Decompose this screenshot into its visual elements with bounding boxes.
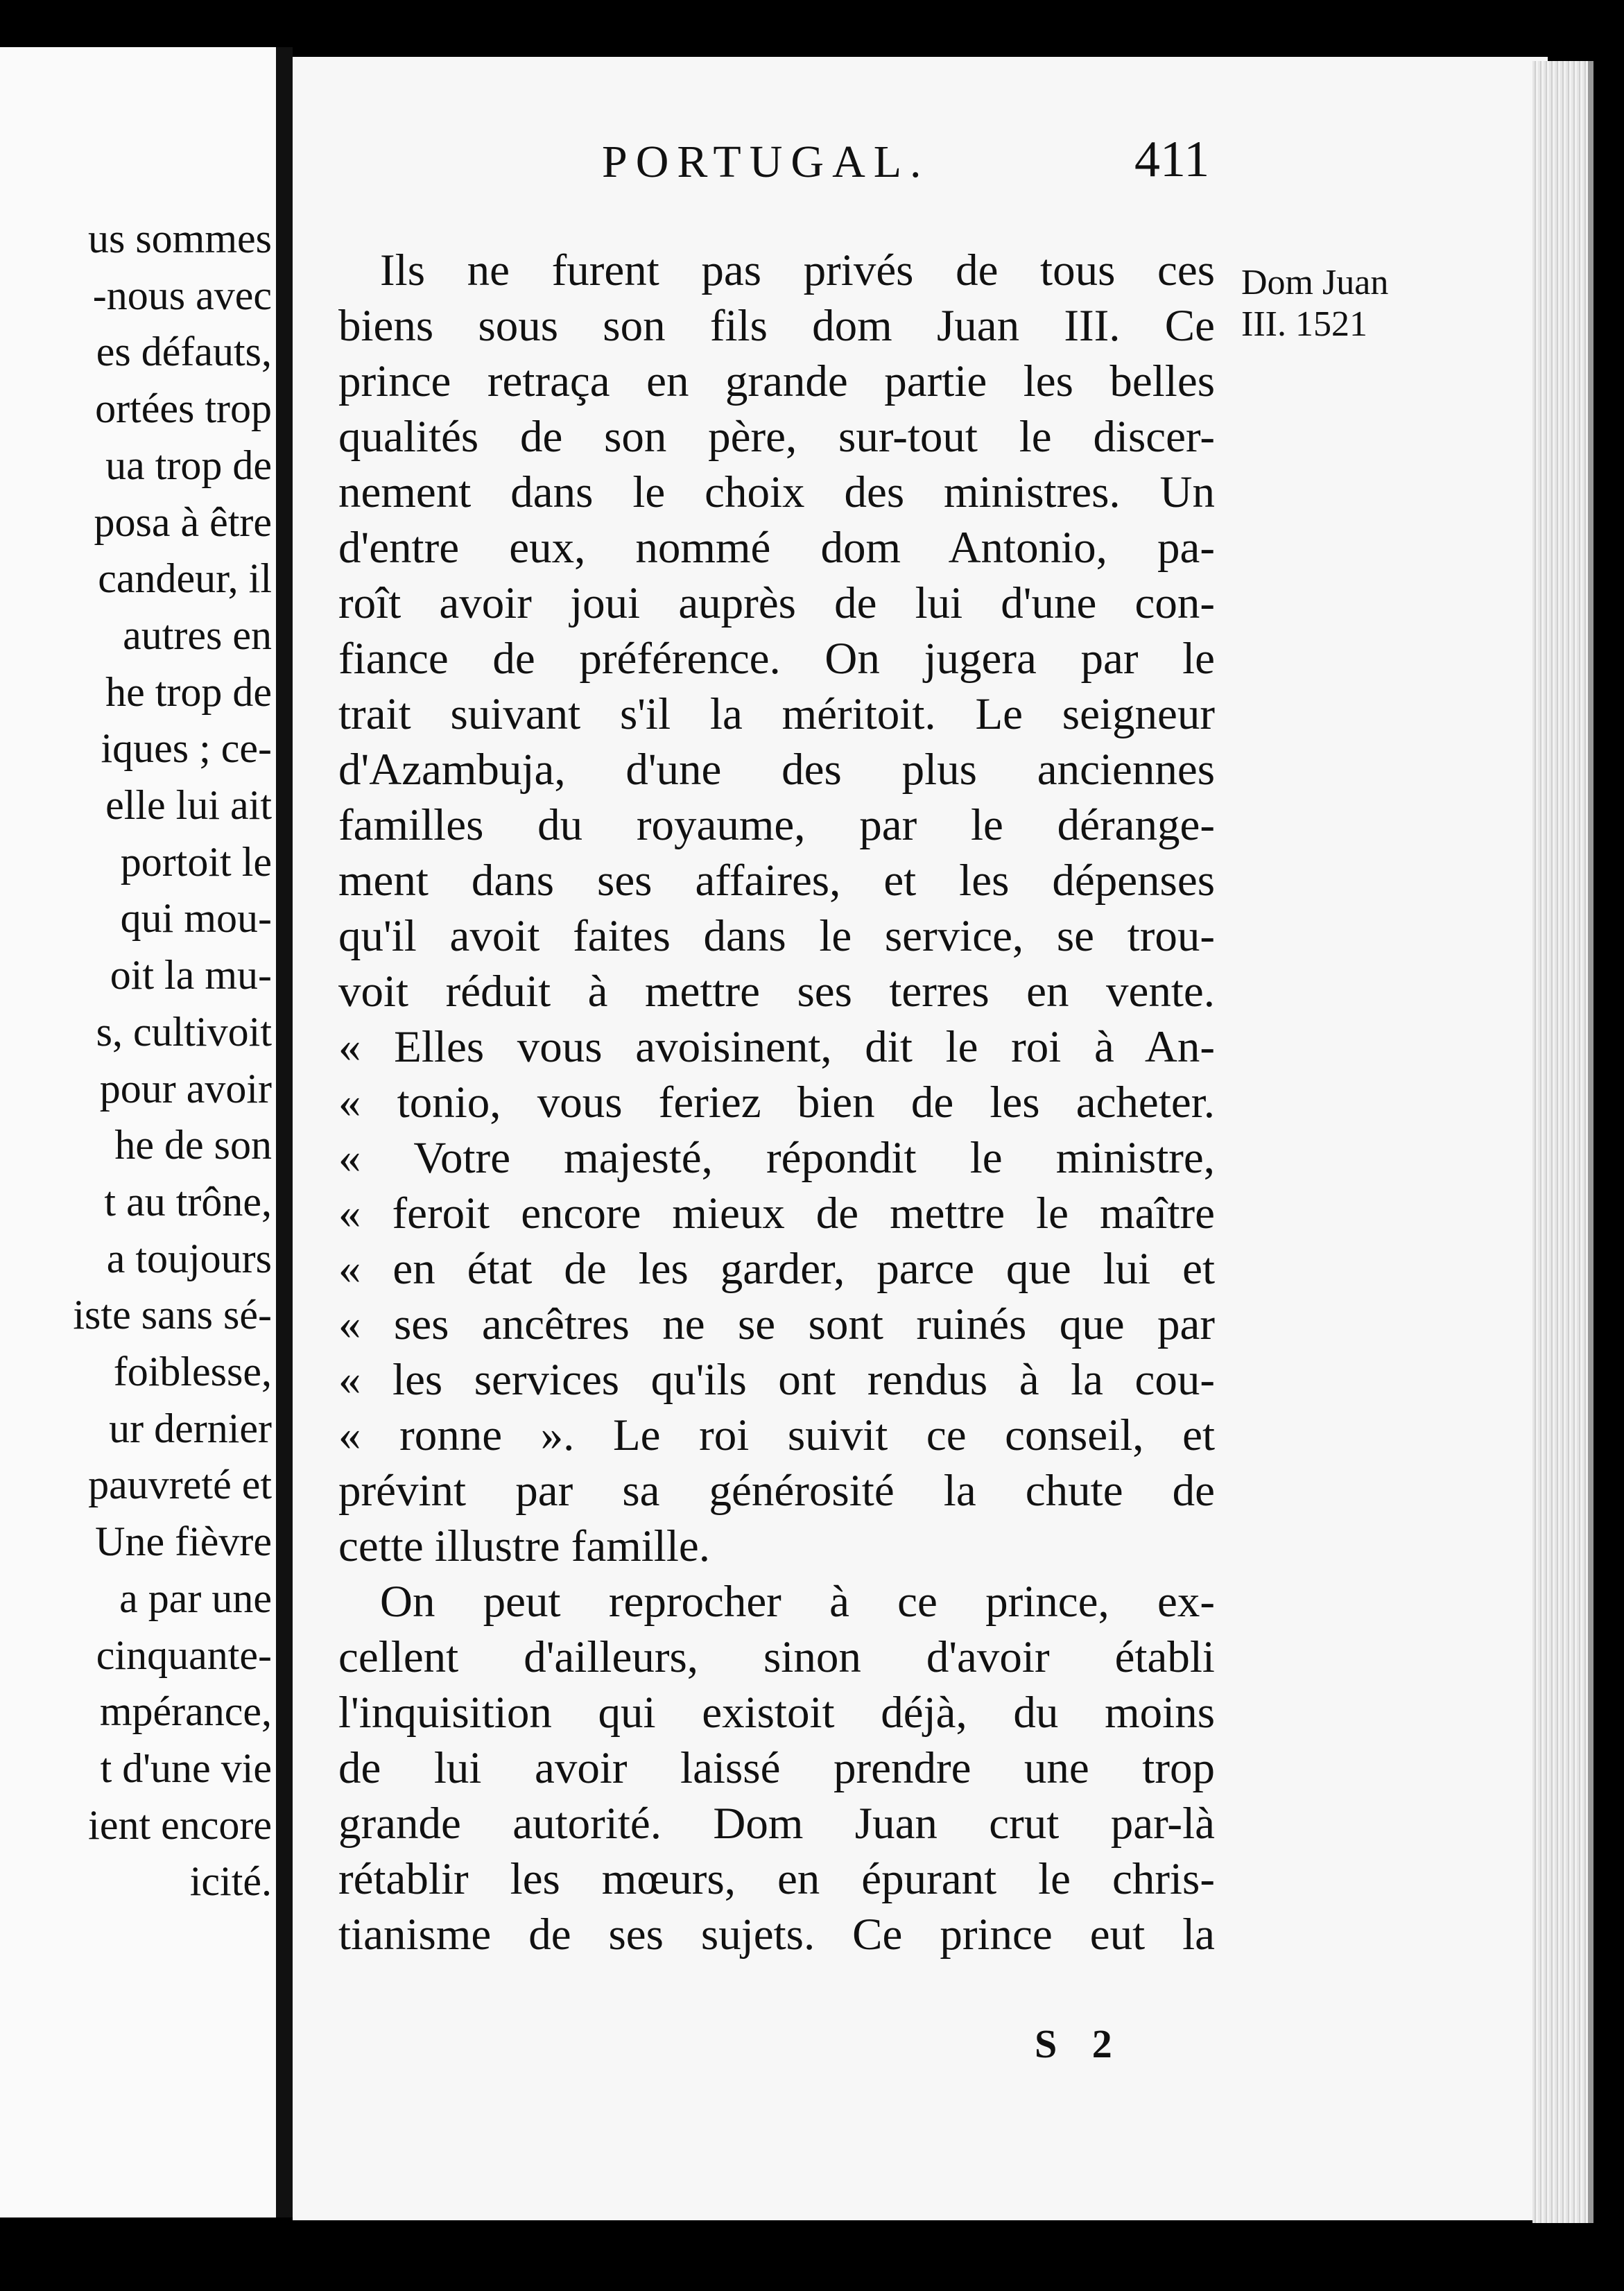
signature-mark: S 2 <box>1035 2021 1125 2066</box>
facing-line: es défauts, <box>96 329 272 375</box>
text-line: « feroit encore mieux de mettre le maître <box>338 1188 1215 1238</box>
facing-line: cinquante- <box>96 1632 272 1678</box>
facing-line: posa à être <box>94 499 272 545</box>
text-line: de lui avoir laissé prendre une trop <box>338 1743 1215 1793</box>
facing-line: pauvreté et <box>88 1462 272 1508</box>
margin-note-line: Dom Juan <box>1241 263 1389 302</box>
facing-line: mpérance, <box>99 1688 272 1735</box>
facing-line: candeur, il <box>98 555 272 602</box>
text-line: l'inquisition qui existoit déjà, du moins <box>338 1688 1215 1738</box>
facing-line: t d'une vie <box>100 1745 272 1791</box>
facing-line: us sommes <box>87 216 272 261</box>
facing-line: ortées trop <box>95 386 272 432</box>
facing-line: he de son <box>114 1122 272 1168</box>
facing-line: s, cultivoit <box>96 1008 272 1055</box>
facing-page-text <box>73 211 272 1910</box>
facing-line: icité. <box>189 1858 272 1905</box>
text-line: « ses ancêtres ne se sont ruinés que par <box>338 1299 1215 1349</box>
facing-line: iques ; ce- <box>101 725 272 772</box>
text-line: prévint par sa générosité la chute de <box>338 1466 1215 1516</box>
text-line: ment dans ses affaires, et les dépenses <box>338 856 1215 906</box>
page-edge-rim <box>1588 61 1593 2223</box>
text-line: roît avoir joui auprès de lui d'une con- <box>338 578 1215 628</box>
text-line: qu'il avoit faites dans le service, se trou- <box>338 911 1215 961</box>
facing-line: iste sans sé- <box>73 1292 272 1338</box>
facing-line: elle lui ait <box>105 782 272 829</box>
facing-line: foiblesse, <box>113 1349 272 1395</box>
facing-line: a toujours <box>106 1235 272 1281</box>
margin-note-line: III. 1521 <box>1241 304 1367 344</box>
text-line: « en état de les garder, parce que lui et <box>338 1244 1215 1294</box>
text-line: voit réduit à mettre ses terres en vente. <box>338 967 1215 1017</box>
facing-line: ient encore <box>88 1801 272 1848</box>
facing-line: a par une <box>119 1575 272 1621</box>
running-head: PORTUGAL. <box>602 137 930 187</box>
text-line: nement dans le choix des ministres. Un <box>338 467 1215 517</box>
facing-line: ur dernier <box>109 1405 272 1451</box>
margin-note <box>1241 262 1388 345</box>
text-line: On peut reprocher à ce prince, ex- <box>380 1577 1215 1627</box>
facing-line: he trop de <box>105 668 272 715</box>
facing-line: autres en <box>123 612 272 658</box>
page-number: 411 <box>1134 131 1210 188</box>
text-line: cellent d'ailleurs, sinon d'avoir établi <box>338 1632 1215 1682</box>
text-line: d'entre eux, nommé dom Antonio, pa- <box>338 523 1215 573</box>
facing-line: Une fièvre <box>95 1519 272 1565</box>
facing-line: -nous avec <box>92 272 272 318</box>
text-line: « ronne ». Le roi suivit ce conseil, et <box>338 1410 1215 1460</box>
text-line: trait suivant s'il la méritoit. Le seigneur <box>338 689 1215 739</box>
facing-line: ua trop de <box>105 442 272 488</box>
facing-line: oit la mu- <box>110 952 272 998</box>
facing-line: pour avoir <box>99 1065 272 1112</box>
text-line: Ils ne furent pas privés de tous ces <box>380 245 1215 295</box>
text-line: « les services qu'ils ont rendus à la cou- <box>338 1355 1215 1405</box>
book-gutter <box>276 47 293 2217</box>
text-line: rétablir les mœurs, en épurant le chris- <box>338 1854 1215 1904</box>
text-line: familles du royaume, par le dérange- <box>338 800 1215 850</box>
text-line: fiance de préférence. On jugera par le <box>338 634 1215 684</box>
text-line: d'Azambuja, d'une des plus anciennes <box>338 745 1215 795</box>
text-line: « Votre majesté, répondit le ministre, <box>338 1133 1215 1183</box>
body-text <box>338 243 1215 1962</box>
text-line: qualités de son père, sur-tout le discer- <box>338 412 1215 462</box>
text-line: « tonio, vous feriez bien de les acheter. <box>338 1078 1215 1127</box>
text-line: « Elles vous avoisinent, dit le roi à An- <box>338 1022 1215 1072</box>
facing-page-fragment <box>0 47 276 2217</box>
text-line: biens sous son fils dom Juan III. Ce <box>338 301 1215 351</box>
text-line: grande autorité. Dom Juan crut par-là <box>338 1799 1215 1849</box>
text-line: tianisme de ses sujets. Ce prince eut la <box>338 1910 1215 1960</box>
facing-line: portoit le <box>120 838 272 885</box>
page-edges <box>1532 61 1593 2223</box>
text-line: cette illustre famille. <box>338 1521 711 1571</box>
facing-line: qui mou- <box>120 895 272 942</box>
facing-line: t au trône, <box>104 1178 272 1225</box>
text-line: prince retraça en grande partie les belles <box>338 356 1215 406</box>
